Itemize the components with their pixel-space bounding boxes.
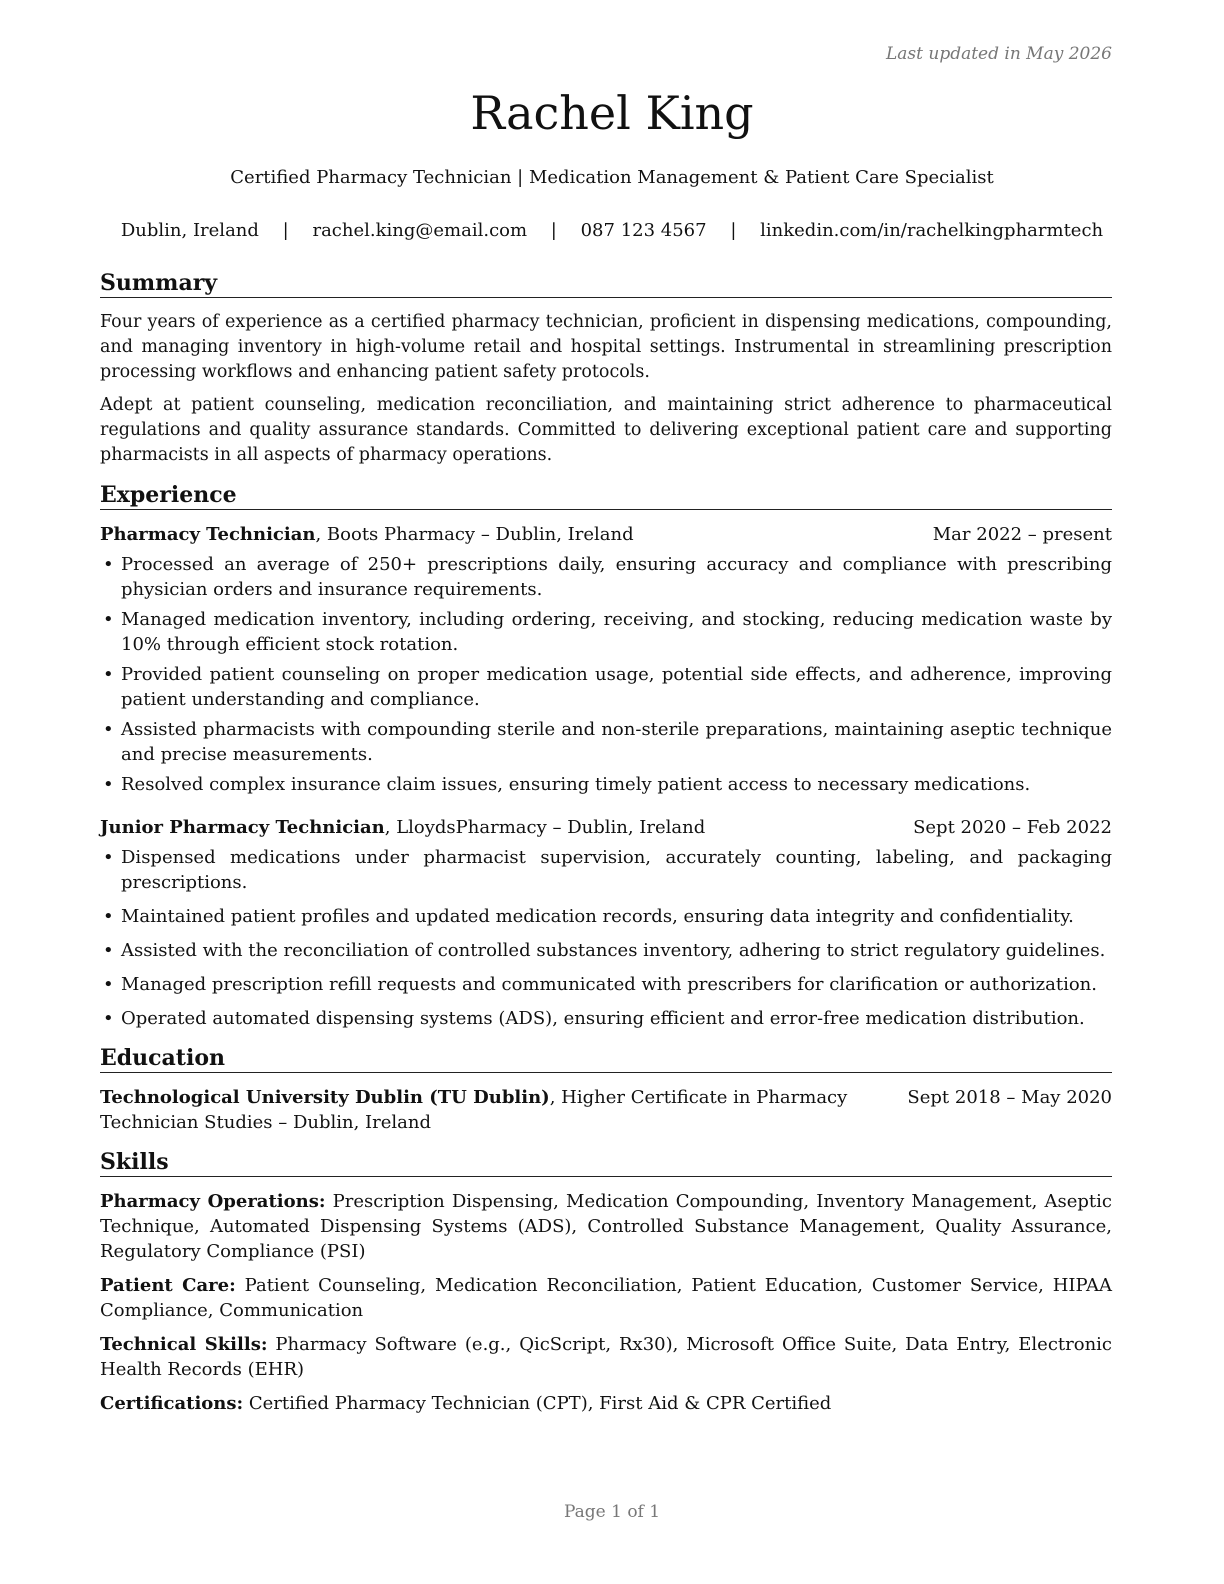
education-school-detail — [100, 1085, 890, 1135]
contact-linkedin[interactable]: linkedin.com/in/rachelkingpharmtech — [760, 220, 1104, 241]
bullet-item — [100, 552, 1112, 602]
skills-section — [100, 1149, 1112, 1416]
bullet-text: Assisted with the reconciliation of controlled substances inventory, adhering to strict regulatory guidelines. — [121, 940, 1106, 961]
skill-group — [100, 1332, 1112, 1382]
bullet-text: Managed prescription refill requests and communicated with prescribers for clarification or authorization. — [121, 974, 1097, 995]
bullet-icon: • — [103, 719, 114, 740]
job-org: , LloydsPharmacy – Dublin, Ireland — [384, 817, 706, 838]
job-header — [100, 522, 1112, 548]
bullet-text: Managed medication inventory, including ordering, receiving, and stocking, reducing medication waste by 10% through efficient stock rotation. — [121, 609, 1112, 655]
job-header — [100, 815, 1112, 841]
candidate-name: Rachel King — [470, 86, 754, 140]
summary-paragraph: Adept at patient counseling, medication reconciliation, and maintaining strict adherence to pharmaceutical regulations and quality assurance standards. Committed to delivering exceptional patient care and supporting pharmacists in all aspects of pharmacy operations. — [100, 395, 1112, 465]
skill-group — [100, 1273, 1112, 1323]
job-entry — [100, 815, 1112, 1031]
education-entry — [100, 1085, 1112, 1135]
job-role-org — [100, 815, 705, 841]
skill-label: Pharmacy Operations: — [100, 1191, 326, 1212]
headline: Certified Pharmacy Technician | Medication Management & Patient Care Specialist — [230, 167, 994, 188]
bullet-item — [100, 938, 1112, 963]
bullet-item — [100, 1006, 1112, 1031]
bullet-item — [100, 904, 1112, 929]
education-section — [100, 1045, 1112, 1135]
section-title-experience: Experience — [100, 482, 1112, 510]
job-dates: Sept 2020 – Feb 2022 — [913, 817, 1112, 838]
bullet-item — [100, 662, 1112, 712]
bullet-text: Resolved complex insurance claim issues, ensuring timely patient access to necessary medications. — [121, 774, 1031, 795]
skill-text: Prescription Dispensing, Medication Compounding, Inventory Management, Aseptic Technique, Automated Dispensing Systems (ADS), Controlled Substance Management, Quality Assurance, Regulatory Compliance (PSI) — [100, 1191, 1112, 1262]
contact-phone[interactable]: 087 123 4567 — [580, 220, 707, 241]
skill-text: Pharmacy Software (e.g., QicScript, Rx30), Microsoft Office Suite, Data Entry, Electronic Health Records (EHR) — [100, 1334, 1113, 1380]
bullet-item — [100, 607, 1112, 657]
skill-text: Certified Pharmacy Technician (CPT), First Aid & CPR Certified — [243, 1393, 832, 1414]
bullet-icon: • — [103, 554, 114, 575]
bullet-text: Provided patient counseling on proper medication usage, potential side effects, and adherence, improving patient understanding and compliance. — [121, 664, 1112, 710]
experience-section — [100, 482, 1112, 1031]
job-dates: Mar 2022 – present — [932, 524, 1112, 545]
bullet-item — [100, 972, 1112, 997]
section-title-skills: Skills — [100, 1149, 1112, 1177]
skill-label: Patient Care: — [100, 1275, 236, 1296]
contact-separator: | — [282, 220, 289, 241]
job-role: Pharmacy Technician — [100, 524, 316, 545]
contact-location: Dublin, Ireland — [120, 220, 259, 241]
bullet-text: Maintained patient profiles and updated medication records, ensuring data integrity and confidentiality. — [121, 906, 1074, 927]
job-role-org — [100, 522, 634, 548]
bullet-text: Operated automated dispensing systems (ADS), ensuring efficient and error-free medication distribution. — [121, 1008, 1085, 1029]
education-dates: Sept 2018 – May 2020 — [907, 1087, 1112, 1108]
bullet-icon: • — [103, 664, 114, 685]
skill-group — [100, 1391, 1112, 1416]
resume-body — [100, 270, 1112, 1430]
bullet-item — [100, 772, 1112, 797]
job-bullets — [100, 845, 1112, 1031]
section-title-education: Education — [100, 1045, 1112, 1073]
section-title-summary: Summary — [100, 270, 1112, 298]
bullet-icon: • — [103, 1008, 114, 1029]
job-org: , Boots Pharmacy – Dublin, Ireland — [315, 524, 634, 545]
bullet-icon: • — [103, 609, 114, 630]
contact-email[interactable]: rachel.king@email.com — [312, 220, 528, 241]
page-number: Page 1 of 1 — [563, 1502, 661, 1522]
summary-paragraph: Four years of experience as a certified pharmacy technician, proficient in dispensing medications, compounding, and managing inventory in high-volume retail and hospital settings. Instrumental in streamlining prescription processing workflows and enhancing patient safety protocols. — [100, 312, 1112, 382]
bullet-icon: • — [103, 940, 114, 961]
skill-text: Patient Counseling, Medication Reconciliation, Patient Education, Customer Service, HIPAA Compliance, Communication — [100, 1275, 1112, 1321]
summary-section — [100, 270, 1112, 468]
contact-separator: | — [550, 220, 557, 241]
bullet-text: Dispensed medications under pharmacist supervision, accurately counting, labeling, and packaging prescriptions. — [121, 847, 1112, 893]
bullet-item — [100, 845, 1112, 895]
contact-line — [0, 220, 1224, 241]
bullet-text: Assisted pharmacists with compounding sterile and non-sterile preparations, maintaining aseptic technique and precise measurements. — [121, 719, 1112, 765]
bullet-icon: • — [103, 847, 114, 868]
skill-label: Certifications: — [100, 1393, 244, 1414]
bullet-icon: • — [103, 974, 114, 995]
bullet-icon: • — [103, 774, 114, 795]
last-updated-note: Last updated in May 2026 — [885, 44, 1112, 64]
bullet-item — [100, 717, 1112, 767]
job-bullets — [100, 552, 1112, 797]
skill-label: Technical Skills: — [100, 1334, 268, 1355]
bullet-icon: • — [103, 906, 114, 927]
education-detail: , Higher Certificate in Pharmacy Technician Studies – Dublin, Ireland — [100, 1087, 848, 1133]
job-entry — [100, 522, 1112, 797]
education-school: Technological University Dublin (TU Dublin) — [100, 1087, 550, 1108]
job-role: Junior Pharmacy Technician — [100, 817, 385, 838]
skill-group — [100, 1189, 1112, 1264]
bullet-text: Processed an average of 250+ prescriptions daily, ensuring accuracy and compliance with prescribing physician orders and insurance requirements. — [121, 554, 1112, 600]
contact-separator: | — [730, 220, 737, 241]
